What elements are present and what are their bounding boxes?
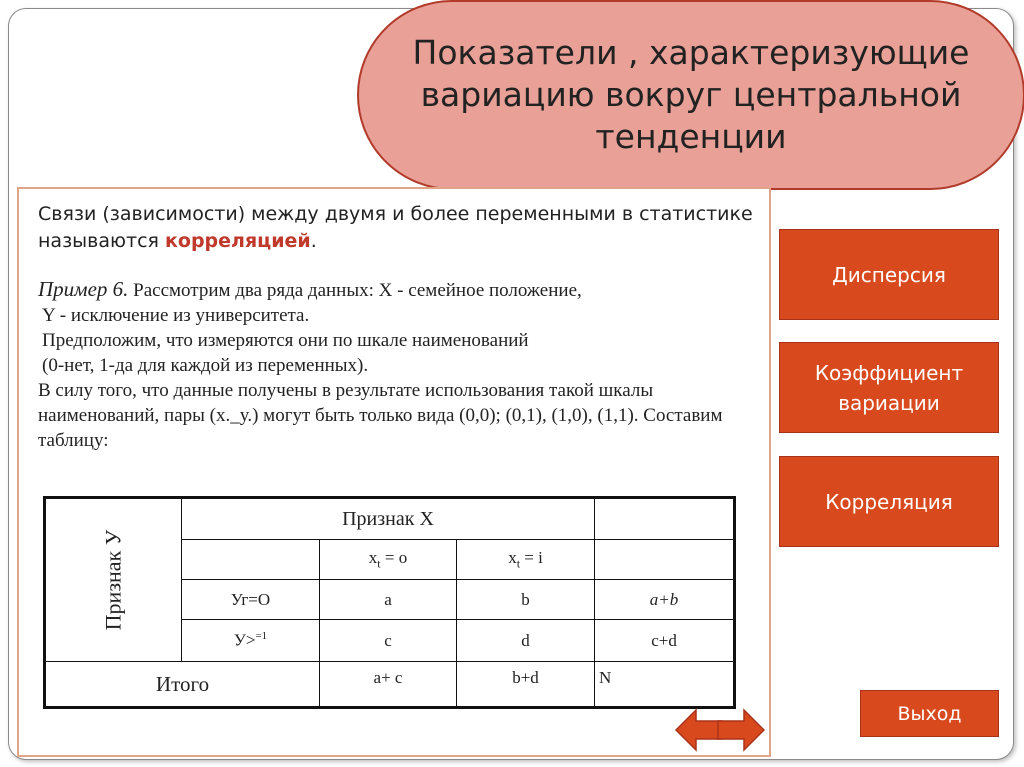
content-panel [17,187,771,757]
total-bd: b+d [457,662,595,708]
cell-b: b [457,580,595,620]
contingency-table [43,496,736,709]
x1-header: $х_t = i$ [457,540,595,580]
page-title: Показатели , характеризующие вариацию вокруг центральной тенденции [412,33,970,156]
arrow-right-icon[interactable] [716,708,766,752]
coefficient-variation-button[interactable]: Коэффициент вариации [779,342,999,433]
cell-ab: a+b [595,580,735,620]
row-header: Признак У [100,529,126,631]
definition-text: Связи (зависимости) между двумя и более переменными в статистике называются [38,203,753,252]
col-header: Признак Х [342,507,434,530]
empty-cell [595,498,735,540]
example-line-5: В силу того, что данные получены в результате использования такой шкалы наименований, пары (х._у.) могут быть только вида (0,0); (0,1), (1,0), (1,1). Составим таблицу: [38,380,723,451]
exit-button[interactable]: Выход [860,690,999,737]
example-paragraph [38,277,758,453]
example-line-3: Предположим, что измеряются они по шкале наименований [42,330,529,351]
total-label: Итого [45,662,320,708]
col-header-cell [182,498,595,540]
total-n: N [595,662,735,708]
definition-end: . [310,230,317,252]
row-header-cell [45,498,182,662]
total-ac: a+ c [320,662,457,708]
cell-a: a [320,580,457,620]
title-banner [357,0,1024,190]
correlation-button[interactable]: Корреляция [779,456,999,547]
example-line-4: (0-нет, 1-да для каждой из переменных). [42,355,369,376]
empty-cell [595,540,735,580]
content-text [38,201,758,453]
definition-paragraph [38,201,758,255]
example-line-1: Рассмотрим два ряда данных: Х - семейное положение, [128,280,582,301]
cell-cd: c+d [595,620,735,662]
cell-d: d [457,620,595,662]
correlation-term: корреляцией [165,230,311,252]
x0-header: $х_t = о$ [320,540,457,580]
dispersion-button[interactable]: Дисперсия [779,229,999,320]
example-line-2: Y - исключение из университета. [42,305,310,326]
y1-label: У>$^{=1}$ [182,620,320,662]
example-label: Пример 6. [38,277,129,301]
y0-label: Уг=О [182,580,320,620]
empty-cell [182,540,320,580]
cell-c: c [320,620,457,662]
